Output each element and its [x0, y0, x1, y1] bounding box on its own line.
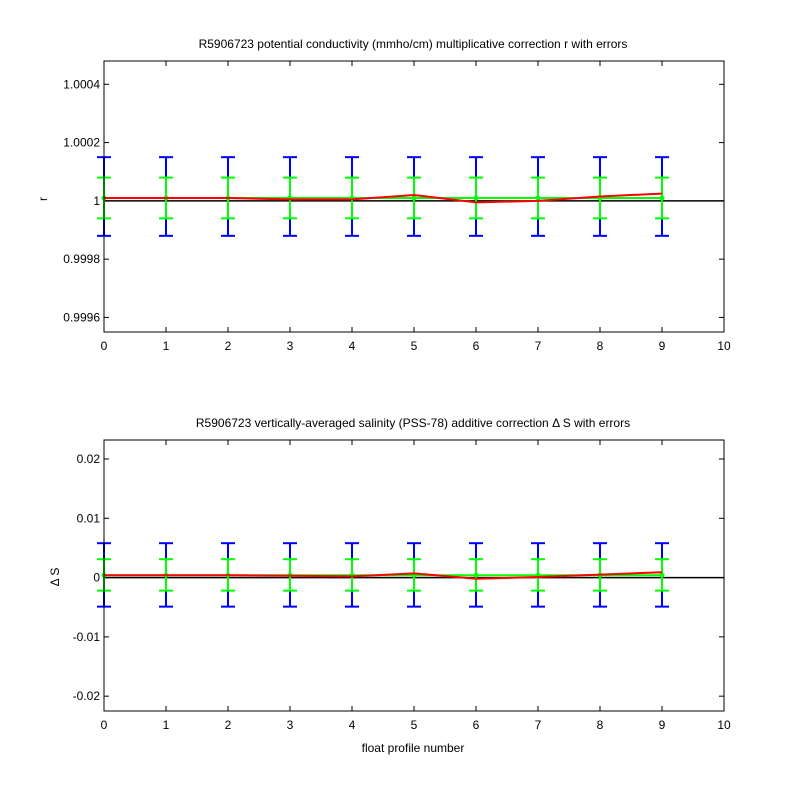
- top-x-tick-label: 4: [348, 339, 356, 353]
- top-x-tick-label: 2: [224, 339, 232, 353]
- top-y-tick-label: 1.0002: [63, 135, 100, 150]
- top-y-tick-label: 0.9998: [63, 252, 100, 267]
- top-green-point: [660, 195, 665, 200]
- top-y-tick-label: 0.9996: [63, 310, 100, 325]
- top-x-tick-label: 1: [162, 339, 170, 353]
- top-y-axis-label: r: [36, 197, 50, 201]
- top-x-tick-label: 10: [717, 339, 731, 353]
- bottom-x-tick-label: 10: [717, 718, 731, 732]
- bottom-chart-title: R5906723 vertically-averaged salinity (PSS-78) additive correction Δ S with errors: [195, 416, 631, 430]
- bottom-y-tick-label: 0.02: [76, 451, 100, 466]
- top-x-tick-label: 0: [100, 339, 108, 353]
- top-x-tick-label: 6: [472, 339, 480, 353]
- bottom-x-tick-label: 4: [348, 718, 356, 732]
- top-x-tick-label: 7: [534, 339, 542, 353]
- bottom-x-tick-label: 3: [286, 718, 294, 732]
- bottom-x-tick-label: 8: [596, 718, 604, 732]
- top-y-tick-label: 1: [93, 193, 100, 208]
- bottom-y-tick-label: -0.01: [72, 629, 100, 644]
- top-x-tick-label: 8: [596, 339, 604, 353]
- bottom-y-tick-label: 0: [93, 570, 100, 585]
- bottom-x-tick-label: 0: [100, 718, 108, 732]
- bottom-y-tick-label: 0.01: [76, 511, 100, 526]
- bottom-x-axis-label: float profile number: [361, 741, 465, 755]
- top-green-point: [474, 195, 479, 200]
- bottom-green-point: [660, 573, 665, 578]
- top-x-tick-label: 9: [658, 339, 666, 353]
- bottom-x-tick-label: 5: [410, 718, 418, 732]
- bottom-x-tick-label: 2: [224, 718, 232, 732]
- bottom-green-point: [474, 573, 479, 578]
- top-x-tick-label: 5: [410, 339, 418, 353]
- bottom-x-tick-label: 9: [658, 718, 666, 732]
- bottom-y-tick-label: -0.02: [72, 689, 100, 704]
- top-chart-title: R5906723 potential conductivity (mmho/cm) multiplicative correction r with errors: [198, 37, 628, 51]
- bottom-x-tick-label: 6: [472, 718, 480, 732]
- bottom-y-axis-label: Δ S: [48, 567, 62, 587]
- bottom-x-tick-label: 1: [162, 718, 170, 732]
- top-y-tick-label: 1.0004: [63, 77, 100, 92]
- top-x-tick-label: 3: [286, 339, 294, 353]
- top-green-point: [536, 195, 541, 200]
- bottom-x-tick-label: 7: [534, 718, 542, 732]
